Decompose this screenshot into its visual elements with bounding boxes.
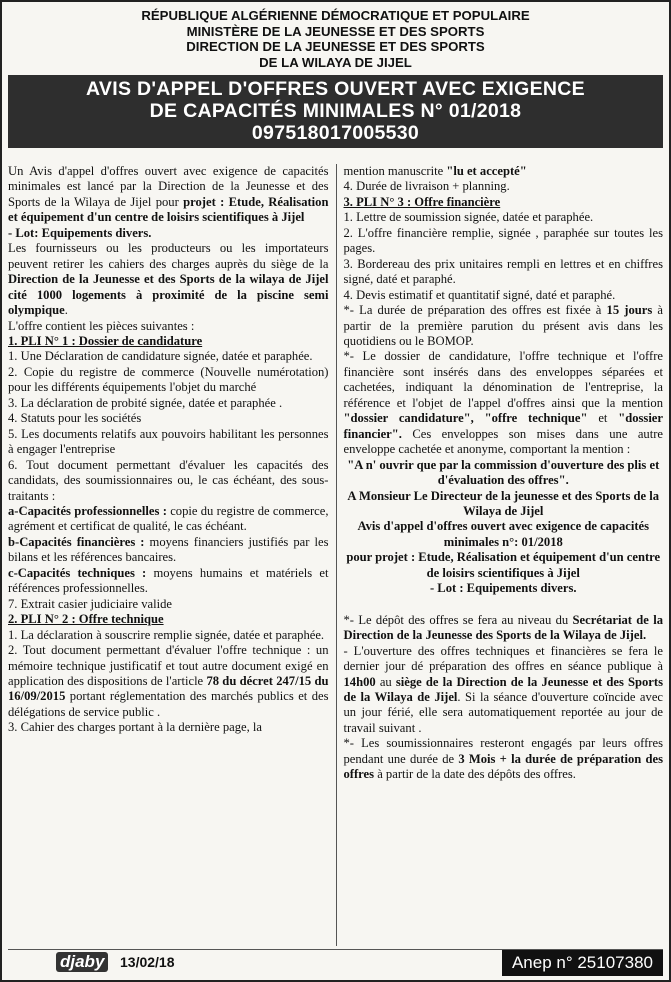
engagement-duration: 3 Mois + la durée de préparation des offres — [343, 751, 663, 782]
title-banner — [8, 75, 663, 148]
intro-paragraph — [8, 164, 329, 226]
engagement-paragraph — [344, 736, 664, 782]
capacity-professional-label: a-Capacités professionnelles : — [8, 503, 167, 518]
body-columns — [8, 164, 663, 946]
envelope-end: Ces enveloppes son mises dans une autre enveloppe cachetée et anonyme, comportant la mention : — [343, 426, 663, 457]
mention-and: et — [587, 411, 619, 426]
capacity-financial-label: b-Capacités financières : — [8, 534, 145, 549]
retrieval-text: Les fournisseurs ou les producteurs ou les importateurs peuvent retirer les cahiers des charges auprès du siège de la — [8, 241, 329, 271]
retrieval-address: Direction de la Jeunesse et des Sports de la wilaya de Jijel cité 1000 logements à proximité de la piscine semi olympique — [8, 272, 329, 318]
deposit-paragraph — [344, 613, 664, 644]
manuscript-mention — [344, 164, 664, 179]
pli3-item-2: 2. L'offre financière remplie, signée , paraphée sur toutes les pages. — [343, 225, 663, 256]
pli2-item-4: 4. Durée de livraison + planning. — [343, 179, 510, 194]
mention-candidature: "dossier candidature", — [343, 411, 474, 426]
newspaper-logo: djaby — [56, 952, 108, 972]
anep-reference: Anep n° 25107380 — [502, 950, 663, 976]
pli3-item-1: 1. Lettre de soumission signée, datée et paraphée. — [343, 210, 594, 225]
project-text: projet : Etude, Réalisation et équipement d'un centre de loisirs scientifiques à Jijel — [8, 194, 329, 225]
capacity-technical — [8, 566, 329, 597]
banner-line-1: AVIS D'APPEL D'OFFRES OUVERT AVEC EXIGENCE — [86, 78, 585, 100]
pli3-item-3: 3. Bordereau des prix unitaires rempli en lettres et en chiffres signé, daté et paraphé. — [343, 256, 663, 287]
spacer — [344, 597, 664, 613]
envelope-mention: "A n' ouvrir que par la commission d'ouverture des plis et d'évaluation des offres". — [347, 457, 660, 488]
header-line-4: DE LA WILAYA DE JIJEL — [259, 54, 412, 70]
envelope-project: pour projet : Etude, Réalisation et équipement d'un centre de loisirs scientifiques à Jijel — [346, 550, 661, 580]
pli-1-heading: 1. PLI N° 1 : Dossier de candidature — [8, 333, 203, 348]
deposit-location: Secrétariat de la Direction de la Jeunesse des Sports de la Wilaya de Jijel. — [343, 612, 663, 643]
capacity-technical-text: moyens humains et matériels et références professionnelles. — [8, 565, 329, 596]
capacity-professional — [8, 504, 329, 535]
capacity-professional-text: copie du registre de commerce, agrément et certificat de qualité, le cas échéant. — [8, 503, 329, 534]
capacity-financial-text: moyens financiers justifiés par les bilans et les références bancaires. — [8, 534, 329, 565]
header-line-3: DIRECTION DE LA JEUNESSE ET DES SPORTS — [186, 39, 485, 54]
decree-reference: 78 du décret 247/15 du 16/09/2015 — [8, 673, 329, 704]
pli2-item-3: 3. Cahier des charges portant à la dernière page, la — [8, 720, 262, 735]
footer — [8, 949, 663, 976]
envelope-recipient: A Monsieur Le Directeur de la jeunesse et des Sports de la Wilaya de Jijel — [347, 488, 660, 518]
header-line-2: MINISTÈRE DE LA JEUNESSE ET DES SPORTS — [186, 23, 485, 39]
pli-2-heading: 2. PLI N° 2 : Offre technique — [8, 612, 164, 627]
manuscript-mention-quote: "lu et accepté" — [446, 164, 527, 178]
pli1-item-5: 5. Les documents relatifs aux pouvoirs habilitant les personnes à engager l'entreprise — [8, 426, 329, 457]
opening-paragraph — [344, 644, 664, 737]
left-column — [8, 164, 336, 946]
pli1-item-1: 1. Une Déclaration de candidature signée, datée et paraphée. — [8, 349, 313, 364]
pli1-item-3: 3. La déclaration de probité signée, datée et paraphée . — [8, 395, 283, 410]
envelope-reference: Avis d'appel d'offres ouvert avec exigence de capacités minimales n°: 01/2018 — [357, 519, 650, 549]
header-line-1: RÉPUBLIQUE ALGÉRIENNE DÉMOCRATIQUE ET POPULAIRE — [141, 8, 530, 23]
envelope-paragraph — [344, 349, 664, 457]
pli2-item-2-text: 2. Tout document permettant d'évaluer l'offre technique : un mémoire technique justificatif et tout autre document exigé en application des dispositions de l'article — [8, 643, 329, 688]
duration-paragraph — [344, 303, 664, 349]
lot-line: - Lot: Equipements divers. — [8, 225, 152, 240]
pli1-item-2: 2. Copie du registre de commerce (Nouvelle numérotation) pour les différents équipements l'objet du marché — [8, 364, 329, 395]
pli1-item-6: 6. Tout document permettant d'évaluer les capacités des candidats, des soumissionnaires ou, le cas échéant, des sous-traitants : — [8, 457, 329, 503]
opening-at: au — [375, 674, 396, 689]
pli1-item-7: 7. Extrait casier judiciaire valide — [8, 596, 172, 611]
opening-time: 14h00 — [343, 674, 376, 689]
engagement-text: *- Les soumissionnaires resteront engagés par leurs offres pendant une durée de — [343, 736, 663, 766]
manuscript-mention-text: mention manuscrite — [343, 164, 447, 178]
opening-text: - L'ouverture des offres techniques et financières se fera le dernier jour dé préparation des offres en séance publique à — [343, 643, 663, 674]
pli2-item-1: 1. La déclaration à souscrire remplie signée, datée et paraphée. — [8, 627, 325, 642]
retrieval-end: . — [64, 303, 68, 318]
duration-end: à partir de la première parution du présent avis dans les quotidiens ou le BOMOP. — [343, 303, 663, 348]
mention-technique: "offre technique" — [484, 411, 588, 426]
pli1-item-4: 4. Statuts pour les sociétés — [8, 411, 142, 426]
banner-line-2: DE CAPACITÉS MINIMALES N° 01/2018 — [149, 100, 522, 122]
pli2-item-2 — [8, 643, 329, 720]
retrieval-paragraph — [8, 241, 329, 318]
intro-text: Un Avis d'appel d'offres ouvert avec exigence de capacités minimales est lancé par la Direction de la Jeunesse et des Sports de la Wilaya de Jijel pour — [8, 164, 329, 209]
publication-date: 13/02/18 — [120, 954, 175, 970]
pli3-item-4: 4. Devis estimatif et quantitatif signé, daté et paraphé. — [343, 287, 616, 302]
pli2-item-2-end: portant réglementation des marchés publics et des délégations de service public . — [8, 689, 329, 719]
engagement-end: à partir de la date des dépôts des offres. — [374, 767, 576, 782]
deposit-text: *- Le dépôt des offres se fera au niveau du — [343, 612, 569, 627]
capacity-technical-label: c-Capacités techniques : — [8, 565, 147, 580]
pli-3-heading: 3. PLI N° 3 : Offre financière — [343, 194, 501, 209]
envelope-lot: - Lot : Equipements divers. — [429, 581, 577, 596]
capacity-financial — [8, 535, 329, 566]
duration-text: *- La durée de préparation des offres est fixée à — [343, 303, 602, 318]
opening-location: siège de la Direction de la Jeunesse et des Sports de la Wilaya de Jijel — [343, 674, 663, 704]
mention-financier: "dossier financier". — [343, 411, 663, 441]
right-column — [336, 164, 664, 946]
header — [2, 2, 669, 70]
banner-reference: 097518017005530 — [251, 122, 420, 144]
duration-days: 15 jours — [606, 303, 653, 318]
opening-end: . Si la séance d'ouverture coïncide avec un jour férié, elle sera automatiquement reportée au jour de travail suivant . — [343, 689, 663, 735]
offer-contents-line: L'offre contient les pièces suivantes : — [8, 318, 195, 333]
envelope-text: *- Le dossier de candidature, l'offre technique et l'offre financière sont insérés dans des enveloppes séparées et cachetées, indiquant la dénomination de l'entreprise, la référence et l'objet de l'appel d'offres ainsi que la mention — [343, 349, 663, 410]
